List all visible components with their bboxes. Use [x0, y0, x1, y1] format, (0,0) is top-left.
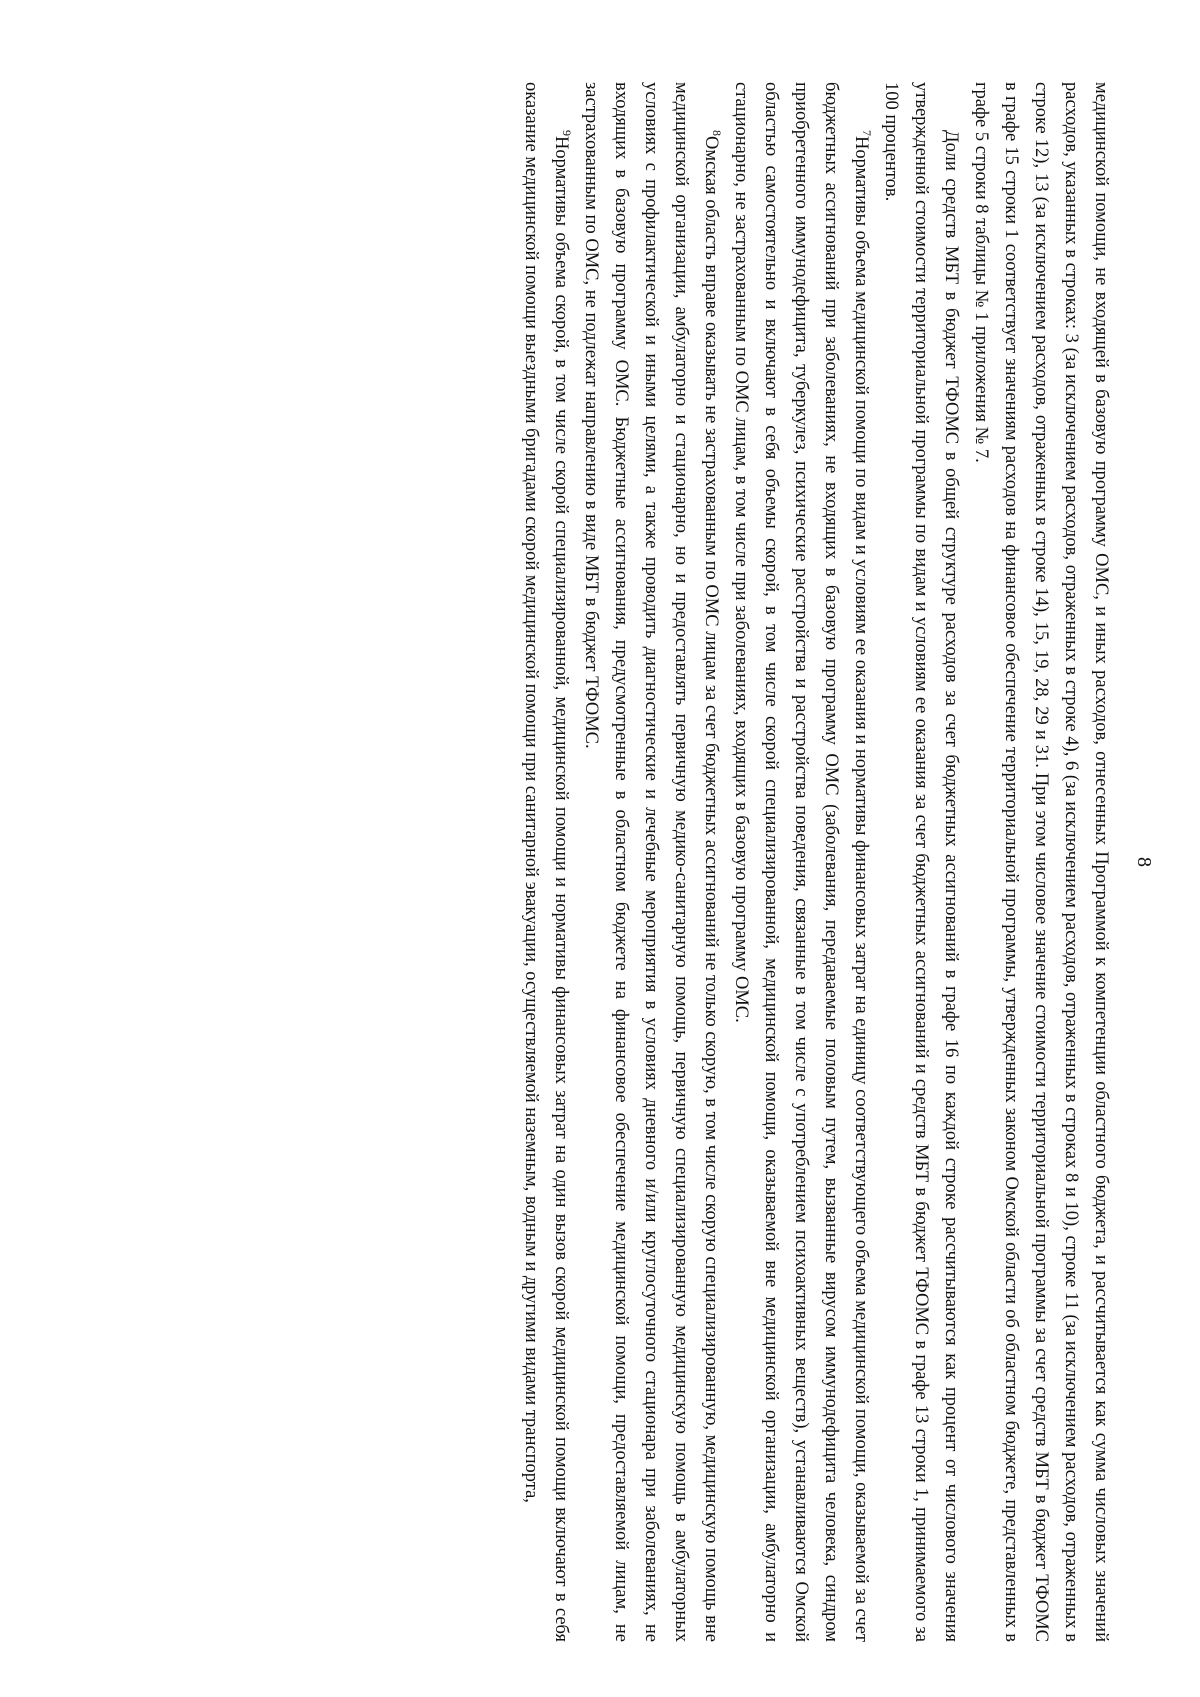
paragraph-footnote-9: $^9$Нормативы объема скорой, в том числе скорой специализированной, медицинской помощи и нормативы финансовых затрат на один вызов скорой медицинской помощи включают в себя оказание медицинской помощи выездными бригадами скорой медицинской помощи при санитарной эвакуации, осуществляемой наземным, водным и другими видами транспорта, [521, 82, 575, 1642]
paragraph: медицинской помощи, не входящей в базовую программу ОМС, и иных расходов, отнесенных Программой к компетенции областного бюджета, и рассчитывается как сумма числовых значений расходов, указанных в строках: 3 (за исключением расходов, отраженных в строке 4), 6 (за исключением расходов, отраженных в строках 8 и 10), строке 11 (за исключением расходов, отраженных в строке 12), 13 (за исключением расходов, отраженных в строке 14), 15, 19, 28, 29 и 31. При этом числовое значение стоимости территориальной программы за счет средств МБТ в бюджет ТФОМС в графе 15 строки 1 соответствует значениям расходов на финансовое обеспечение территориальной программы, утвержденных законом Омской области об областном бюджете, представленных в графе 5 строки 8 таблицы № 1 приложения № 7. [971, 82, 1111, 1642]
footnote-marker: 7 [860, 130, 875, 136]
rotated-page [120, 82, 1155, 1642]
paragraph: Доли средств МБТ в бюджет ТФОМС в общей структуре расходов за счет бюджетных ассигнований в графе 16 по каждой строке рассчитываются как процент от числового значения утвержденной стоимости территориальной программы по видам и условиям ее оказания за счет бюджетных ассигнований и средств МБТ в бюджет ТФОМС в графе 13 строки 1, принимаемого за 100 процентов. [881, 82, 961, 1642]
paragraph-footnote-7: $^7$Нормативы объема медицинской помощи по видам и условиям ее оказания и нормативы финансовых затрат на единицу соответствующего объема медицинской помощи, оказываемой за счет бюджетных ассигнований при заболеваниях, не входящих в базовую программу ОМС (заболевания, передаваемые половым путем, вызванные вирусом иммунодефицита человека, синдром приобретенного иммунодефицита, туберкулез, психические расстройства и расстройства поведения, связанные в том числе с употреблением психоактивных веществ), устанавливаются Омской областью самостоятельно и включают в себя объемы скорой, в том числе скорой специализированной, медицинской помощи, оказываемой вне медицинской организации, амбулаторно и стационарно, не застрахованным по ОМС лицам, в том числе при заболеваниях, входящих в базовую программу ОМС. [731, 82, 875, 1642]
paragraph-footnote-8: $^8$Омская область вправе оказывать не застрахованным по ОМС лицам за счет бюджетных ассигнований не только скорую, в том числе скорую специализированную, медицинскую помощь вне медицинской организации, амбулаторно и стационарно, но и предоставлять первичную медико-санитарную помощь, первичную специализированную медицинскую помощь в амбулаторных условиях с профилактической и иными целями, а также проводить диагностические и лечебные мероприятия в условиях дневного и/или круглосуточного стационара при заболеваниях, не входящих в базовую программу ОМС. Бюджетные ассигнования, предусмотренные в областном бюджете на финансовое обеспечение медицинской помощи, предоставляемой лицам, не застрахованным по ОМС, не подлежат направлению в виде МБТ в бюджет ТФОМС. [581, 82, 725, 1642]
footnote-marker: 9 [560, 130, 575, 136]
page-number: 8 [1133, 857, 1155, 867]
footnote-marker: 8 [710, 130, 725, 136]
document-body [516, 82, 1116, 1642]
